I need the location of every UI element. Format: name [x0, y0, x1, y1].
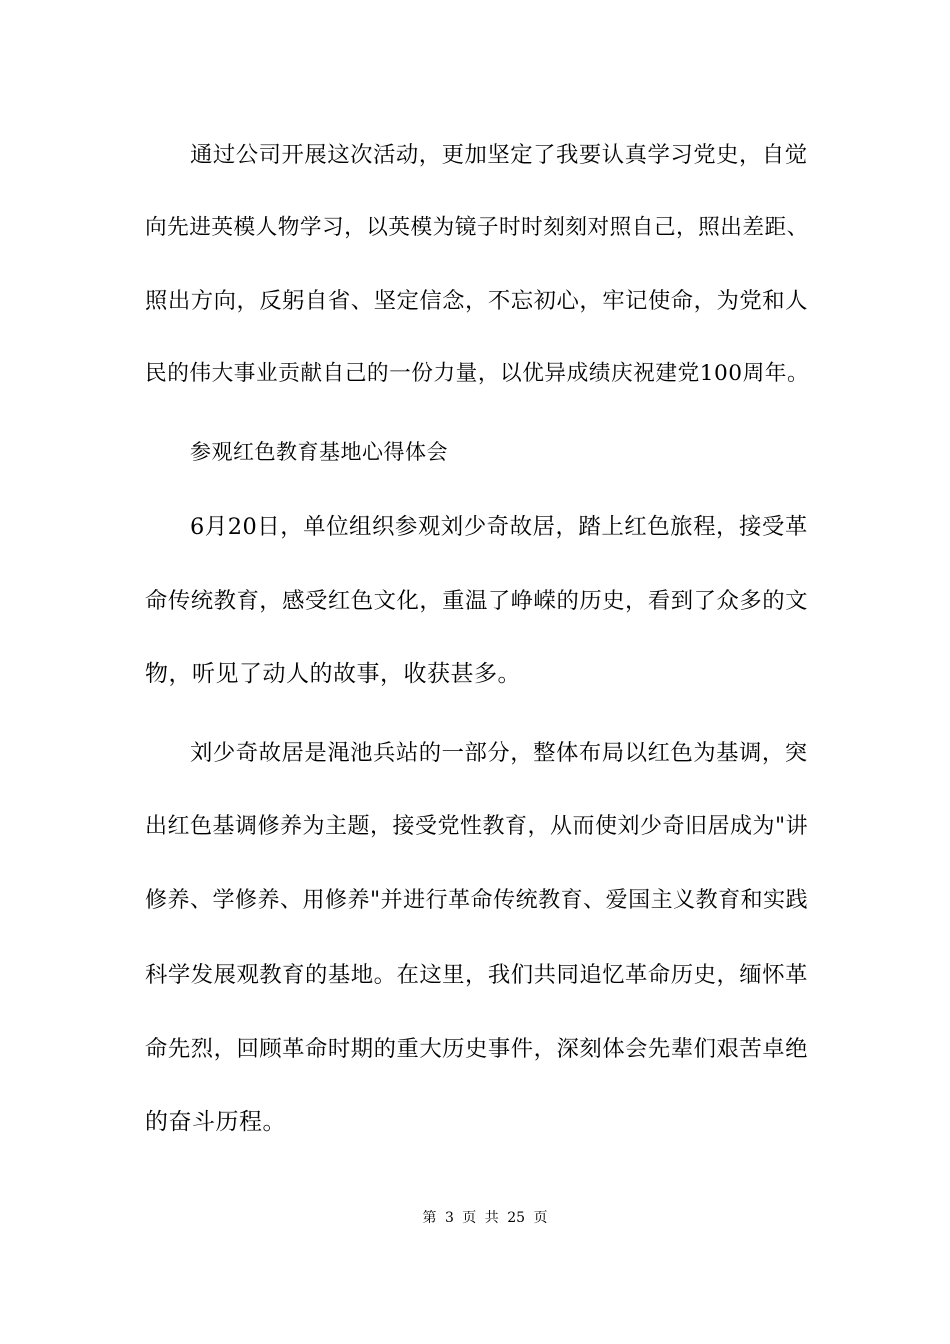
paragraph-line: 命传统教育，感受红色文化，重温了峥嵘的历史，看到了众多的文	[145, 588, 808, 614]
paragraph-line: 命先烈，回顾革命时期的重大历史事件，深刻体会先辈们艰苦卓绝	[145, 1036, 808, 1062]
paragraph-line: 的奋斗历程。	[145, 1109, 286, 1135]
paragraph-line: 通过公司开展这次活动，更加坚定了我要认真学习党史，自觉	[190, 142, 808, 168]
paragraph-line: 修养、学修养、用修养"并进行革命传统教育、爱国主义教育和实践	[145, 888, 809, 913]
paragraph-line: 刘少奇故居是渑池兵站的一部分，整体布局以红色为基调，突	[190, 740, 808, 766]
paragraph-line: 物，听见了动人的故事，收获甚多。	[145, 661, 521, 687]
paragraph-line: 6月20日，单位组织参观刘少奇故居，踏上红色旅程，接受革	[190, 514, 808, 540]
paragraph-line: 科学发展观教育的基地。在这里，我们共同追忆革命历史，缅怀革	[145, 962, 808, 988]
paragraph-line: 出红色基调修养为主题，接受党性教育，从而使刘少奇旧居成为"讲	[145, 814, 809, 839]
paragraph-line: 向先进英模人物学习，以英模为镜子时时刻刻对照自己，照出差距、	[145, 215, 809, 240]
page-number-footer: 第 3 页 共 25 页	[422, 1210, 548, 1226]
section-heading: 参观红色教育基地心得体会	[190, 440, 448, 464]
paragraph-line: 照出方向，反躬自省、坚定信念，不忘初心，牢记使命，为党和人	[145, 288, 808, 314]
paragraph-line: 民的伟大事业贡献自己的一份力量，以优异成绩庆祝建党100周年。	[145, 361, 810, 386]
